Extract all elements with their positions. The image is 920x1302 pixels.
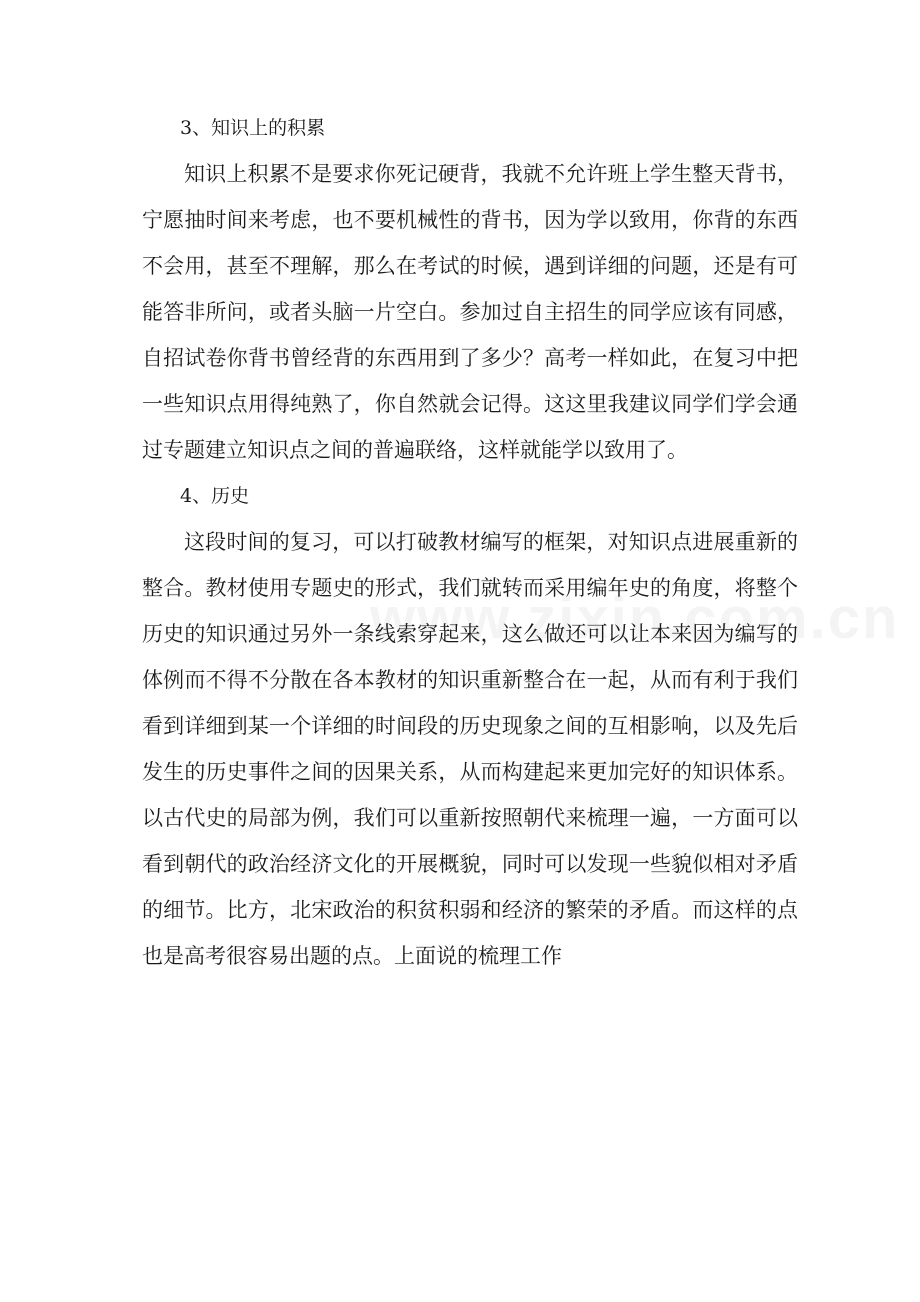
section-heading-knowledge-accumulation: 3、知识上的积累	[180, 117, 326, 139]
document-body	[142, 105, 798, 979]
section-paragraph-knowledge-accumulation: 知识上积累不是要求你死记硬背，我就不允许班上学生整天背书，宁愿抽时间来考虑，也不要机械性的背书，因为学以致用，你背的东西不会用，甚至不理解，那么在考试的时候，遇到详细的问题，还是有可能答非所问，或者头脑一片空白。参加过自主招生的同学应该有同感，自招试卷你背书曾经背的东西用到了多少？高考一样如此，在复习中把一些知识点用得纯熟了，你自然就会记得。这这里我建议同学们学会通过专题建立知识点之间的普遍联络，这样就能学以致用了。	[142, 162, 798, 462]
section-heading-history: 4、历史	[180, 485, 250, 507]
section-paragraph-history: 这段时间的复习，可以打破教材编写的框架，对知识点进展重新的整合。教材使用专题史的形式，我们就转而采用编年史的角度，将整个历史的知识通过另外一条线索穿起来，这么做还可以让本来因为编写的体例而不得不分散在各本教材的知识重新整合在一起，从而有利于我们看到详细到某一个详细的时间段的历史现象之间的互相影响，以及先后发生的历史事件之间的因果关系，从而构建起来更加完好的知识体系。以古代史的局部为例，我们可以重新按照朝代来梳理一遍，一方面可以看到朝代的政治经济文化的开展概貌，同时可以发现一些貌似相对矛盾的细节。比方，北宋政治的积贫积弱和经济的繁荣的矛盾。而这样的点也是高考很容易出题的点。上面说的梳理工作	[142, 530, 798, 968]
